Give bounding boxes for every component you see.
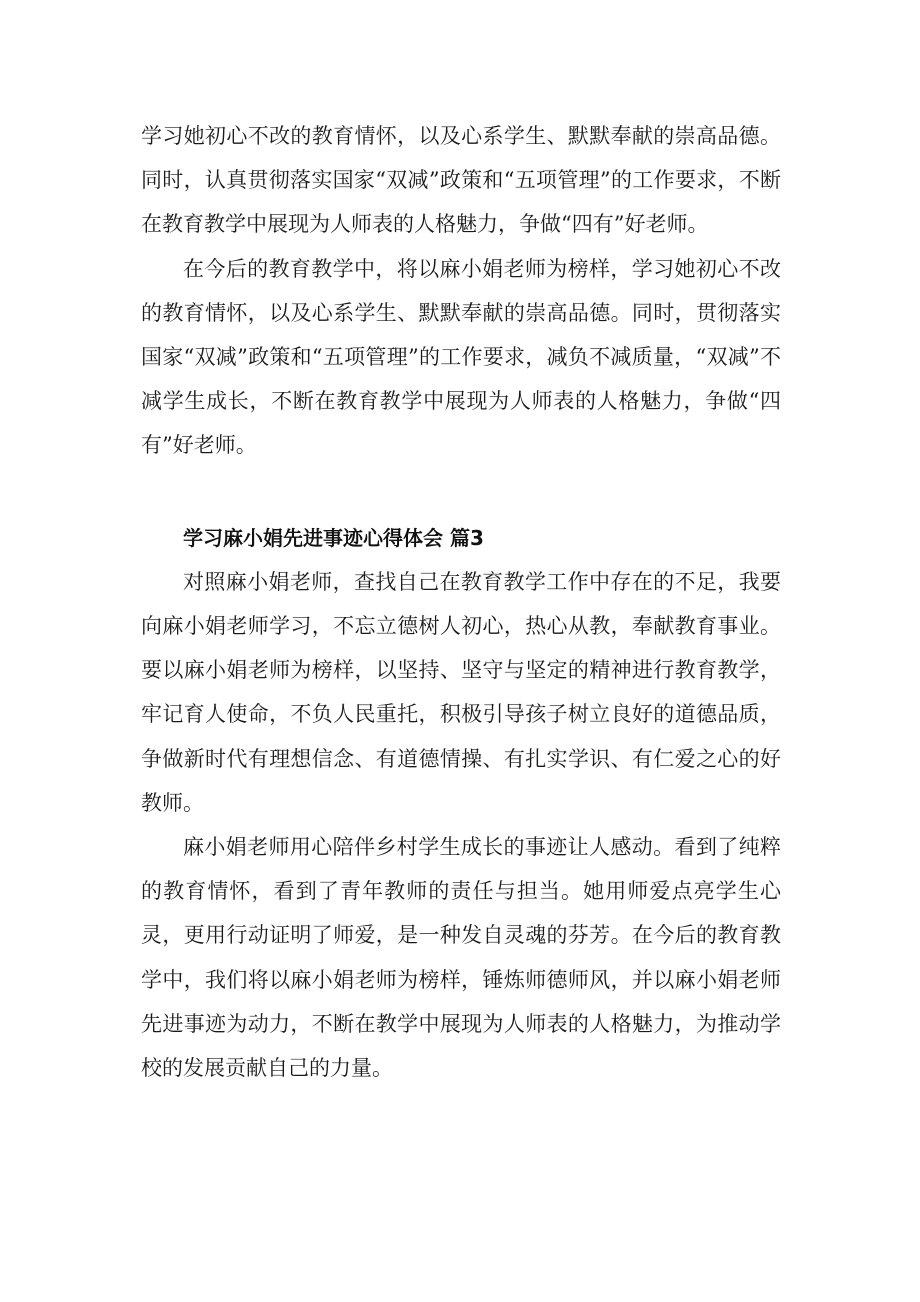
paragraph: 在今后的教育教学中，将以麻小娟老师为榜样，学习她初心不改的教育情怀，以及心系学生、默默奉献的崇高品德。同时，贯彻落实国家“双减”政策和“五项管理”的工作要求，减负不减质量，“双减”不减学生成长，不断在教育教学中展现为人师表的人格魅力，争做“四有”好老师。	[141, 256, 781, 458]
paragraph-continued: 学习她初心不改的教育情怀，以及心系学生、默默奉献的崇高品德。同时，认真贯彻落实国家“双减”政策和“五项管理”的工作要求，不断在教育教学中展现为人师表的人格魅力，争做“四有”好老师。	[141, 124, 781, 237]
paragraph: 对照麻小娟老师，查找自己在教育教学工作中存在的不足，我要向麻小娟老师学习，不忘立德树人初心，热心从教，奉献教育事业。要以麻小娟老师为榜样，以坚持、坚守与坚定的精神进行教育教学，牢记育人使命，不负人民重托，积极引导孩子树立良好的道德品质，争做新时代有理想信念、有道德情操、有扎实学识、有仁爱之心的好教师。	[141, 569, 781, 815]
document-body	[141, 114, 781, 1090]
paragraph: 麻小娟老师用心陪伴乡村学生成长的事迹让人感动。看到了纯粹的教育情怀，看到了青年教师的责任与担当。她用师爱点亮学生心灵，更用行动证明了师爱，是一种发自灵魂的芬芳。在今后的教育教学中，我们将以麻小娟老师为榜样，锤炼师德师风，并以麻小娟老师先进事迹为动力，不断在教学中展现为人师表的人格魅力，为推动学校的发展贡献自己的力量。	[141, 835, 781, 1081]
section-heading: 学习麻小娟先进事迹心得体会 篇3	[183, 525, 484, 550]
